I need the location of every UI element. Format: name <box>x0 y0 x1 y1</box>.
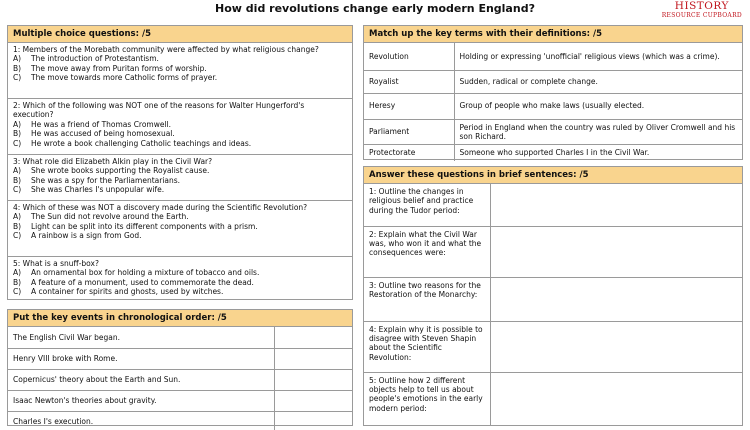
mcq-question-text: 4: Which of these was NOT a discovery made during the Scientific Revolution? <box>13 203 308 212</box>
logo-line-1: HISTORY <box>674 0 729 12</box>
mcq-option[interactable]: C) A rainbow is a sign from God. <box>13 231 142 241</box>
mcq-option[interactable]: C) He wrote a book challenging Catholic teachings and ideas. <box>13 138 252 148</box>
mcq-option[interactable]: B) The move away from Puritan forms of worship. <box>13 63 207 73</box>
order-answer-cell[interactable] <box>274 411 352 430</box>
brief-answers-heading: Answer these questions in brief sentences: /5 <box>364 167 742 184</box>
table-row <box>364 145 742 161</box>
answer-box[interactable] <box>490 277 742 321</box>
definition[interactable]: Sudden, radical or complete change. <box>454 70 742 93</box>
table-row <box>364 321 742 372</box>
mcq-option[interactable]: A) The Sun did not revolve around the Earth. <box>13 212 189 222</box>
order-answer-cell[interactable] <box>274 369 352 390</box>
event-label: Henry VIII broke with Rome. <box>8 348 274 369</box>
mcq-option[interactable]: B) A feature of a monument, used to commemorate the dead. <box>13 277 254 287</box>
key-term[interactable]: Heresy <box>364 93 454 119</box>
history-resource-cupboard-logo <box>662 1 742 19</box>
chronological-order-panel <box>7 309 353 426</box>
table-row <box>364 372 742 426</box>
mcq-question-text: 3: What role did Elizabeth Alkin play in the Civil War? <box>13 157 213 166</box>
order-answer-cell[interactable] <box>274 390 352 411</box>
mcq-option[interactable]: C) A container for spirits and ghosts, used by witches. <box>13 287 224 297</box>
answer-box[interactable] <box>490 372 742 426</box>
mcq-question <box>8 43 352 99</box>
event-label: The English Civil War began. <box>8 327 274 348</box>
table-row <box>364 93 742 119</box>
mcq-question <box>8 155 352 201</box>
table-row <box>364 277 742 321</box>
mcq-option[interactable]: C) She was Charles I's unpopular wife. <box>13 185 165 195</box>
table-row <box>8 390 352 411</box>
brief-question: 3: Outline two reasons for the Restoration of the Monarchy: <box>364 277 490 321</box>
multiple-choice-heading: Multiple choice questions: /5 <box>8 26 352 43</box>
mcq-option[interactable]: B) Light can be split into its different components with a prism. <box>13 221 258 231</box>
logo-line-2: RESOURCE CUPBOARD <box>661 11 742 19</box>
mcq-question-text: 2: Which of the following was NOT one of the reasons for Walter Hungerford's execution? <box>13 101 305 120</box>
chronological-order-table <box>8 327 352 430</box>
table-row <box>364 119 742 145</box>
mcq-question <box>8 99 352 155</box>
table-row <box>364 184 742 226</box>
match-terms-panel <box>363 25 743 160</box>
definition[interactable]: Period in England when the country was ruled by Oliver Cromwell and his son Richard. <box>454 119 742 145</box>
table-row <box>8 411 352 430</box>
key-term[interactable]: Revolution <box>364 43 454 70</box>
key-term[interactable]: Royalist <box>364 70 454 93</box>
event-label: Copernicus' theory about the Earth and Sun. <box>8 369 274 390</box>
key-term[interactable]: Protectorate <box>364 145 454 161</box>
table-row <box>364 43 742 70</box>
mcq-question <box>8 257 352 299</box>
answer-box[interactable] <box>490 321 742 372</box>
mcq-option[interactable]: B) She was a spy for the Parliamentarians. <box>13 175 181 185</box>
table-row <box>8 327 352 348</box>
chronological-order-heading: Put the key events in chronological order: /5 <box>8 310 352 327</box>
brief-answers-panel <box>363 166 743 426</box>
table-row <box>8 369 352 390</box>
mcq-option[interactable]: A) The introduction of Protestantism. <box>13 54 159 64</box>
multiple-choice-panel <box>7 25 353 300</box>
brief-question: 5: Outline how 2 different objects help to tell us about people's emotions in the early modern period: <box>364 372 490 426</box>
brief-question: 1: Outline the changes in religious belief and practice during the Tudor period: <box>364 184 490 226</box>
brief-question: 2: Explain what the Civil War was, who won it and what the consequences were: <box>364 226 490 277</box>
table-row <box>364 70 742 93</box>
answer-box[interactable] <box>490 226 742 277</box>
answer-box[interactable] <box>490 184 742 226</box>
match-terms-table <box>364 43 742 161</box>
definition[interactable]: Holding or expressing 'unofficial' religious views (which was a crime). <box>454 43 742 70</box>
order-answer-cell[interactable] <box>274 327 352 348</box>
mcq-option[interactable]: A) An ornamental box for holding a mixture of tobacco and oils. <box>13 268 260 278</box>
mcq-question-text: 1: Members of the Morebath community were affected by what religious change? <box>13 45 319 54</box>
definition[interactable]: Someone who supported Charles I in the Civil War. <box>454 145 742 161</box>
mcq-question-text: 5: What is a snuff-box? <box>13 259 99 268</box>
match-terms-heading: Match up the key terms with their definitions: /5 <box>364 26 742 43</box>
page-title: How did revolutions change early modern England? <box>215 2 535 15</box>
mcq-option[interactable]: A) He was a friend of Thomas Cromwell. <box>13 119 172 129</box>
event-label: Isaac Newton's theories about gravity. <box>8 390 274 411</box>
mcq-option[interactable]: B) He was accused of being homosexual. <box>13 129 175 139</box>
event-label: Charles I's execution. <box>8 411 274 430</box>
key-term[interactable]: Parliament <box>364 119 454 145</box>
mcq-question <box>8 201 352 257</box>
mcq-option[interactable]: C) The move towards more Catholic forms of prayer. <box>13 73 218 83</box>
table-row <box>364 226 742 277</box>
mcq-option[interactable]: A) She wrote books supporting the Royalist cause. <box>13 166 210 176</box>
table-row <box>8 348 352 369</box>
order-answer-cell[interactable] <box>274 348 352 369</box>
brief-answers-table <box>364 184 742 426</box>
definition[interactable]: Group of people who make laws (usually elected. <box>454 93 742 119</box>
brief-question: 4: Explain why it is possible to disagree with Steven Shapin about the Scientific Revolution: <box>364 321 490 372</box>
